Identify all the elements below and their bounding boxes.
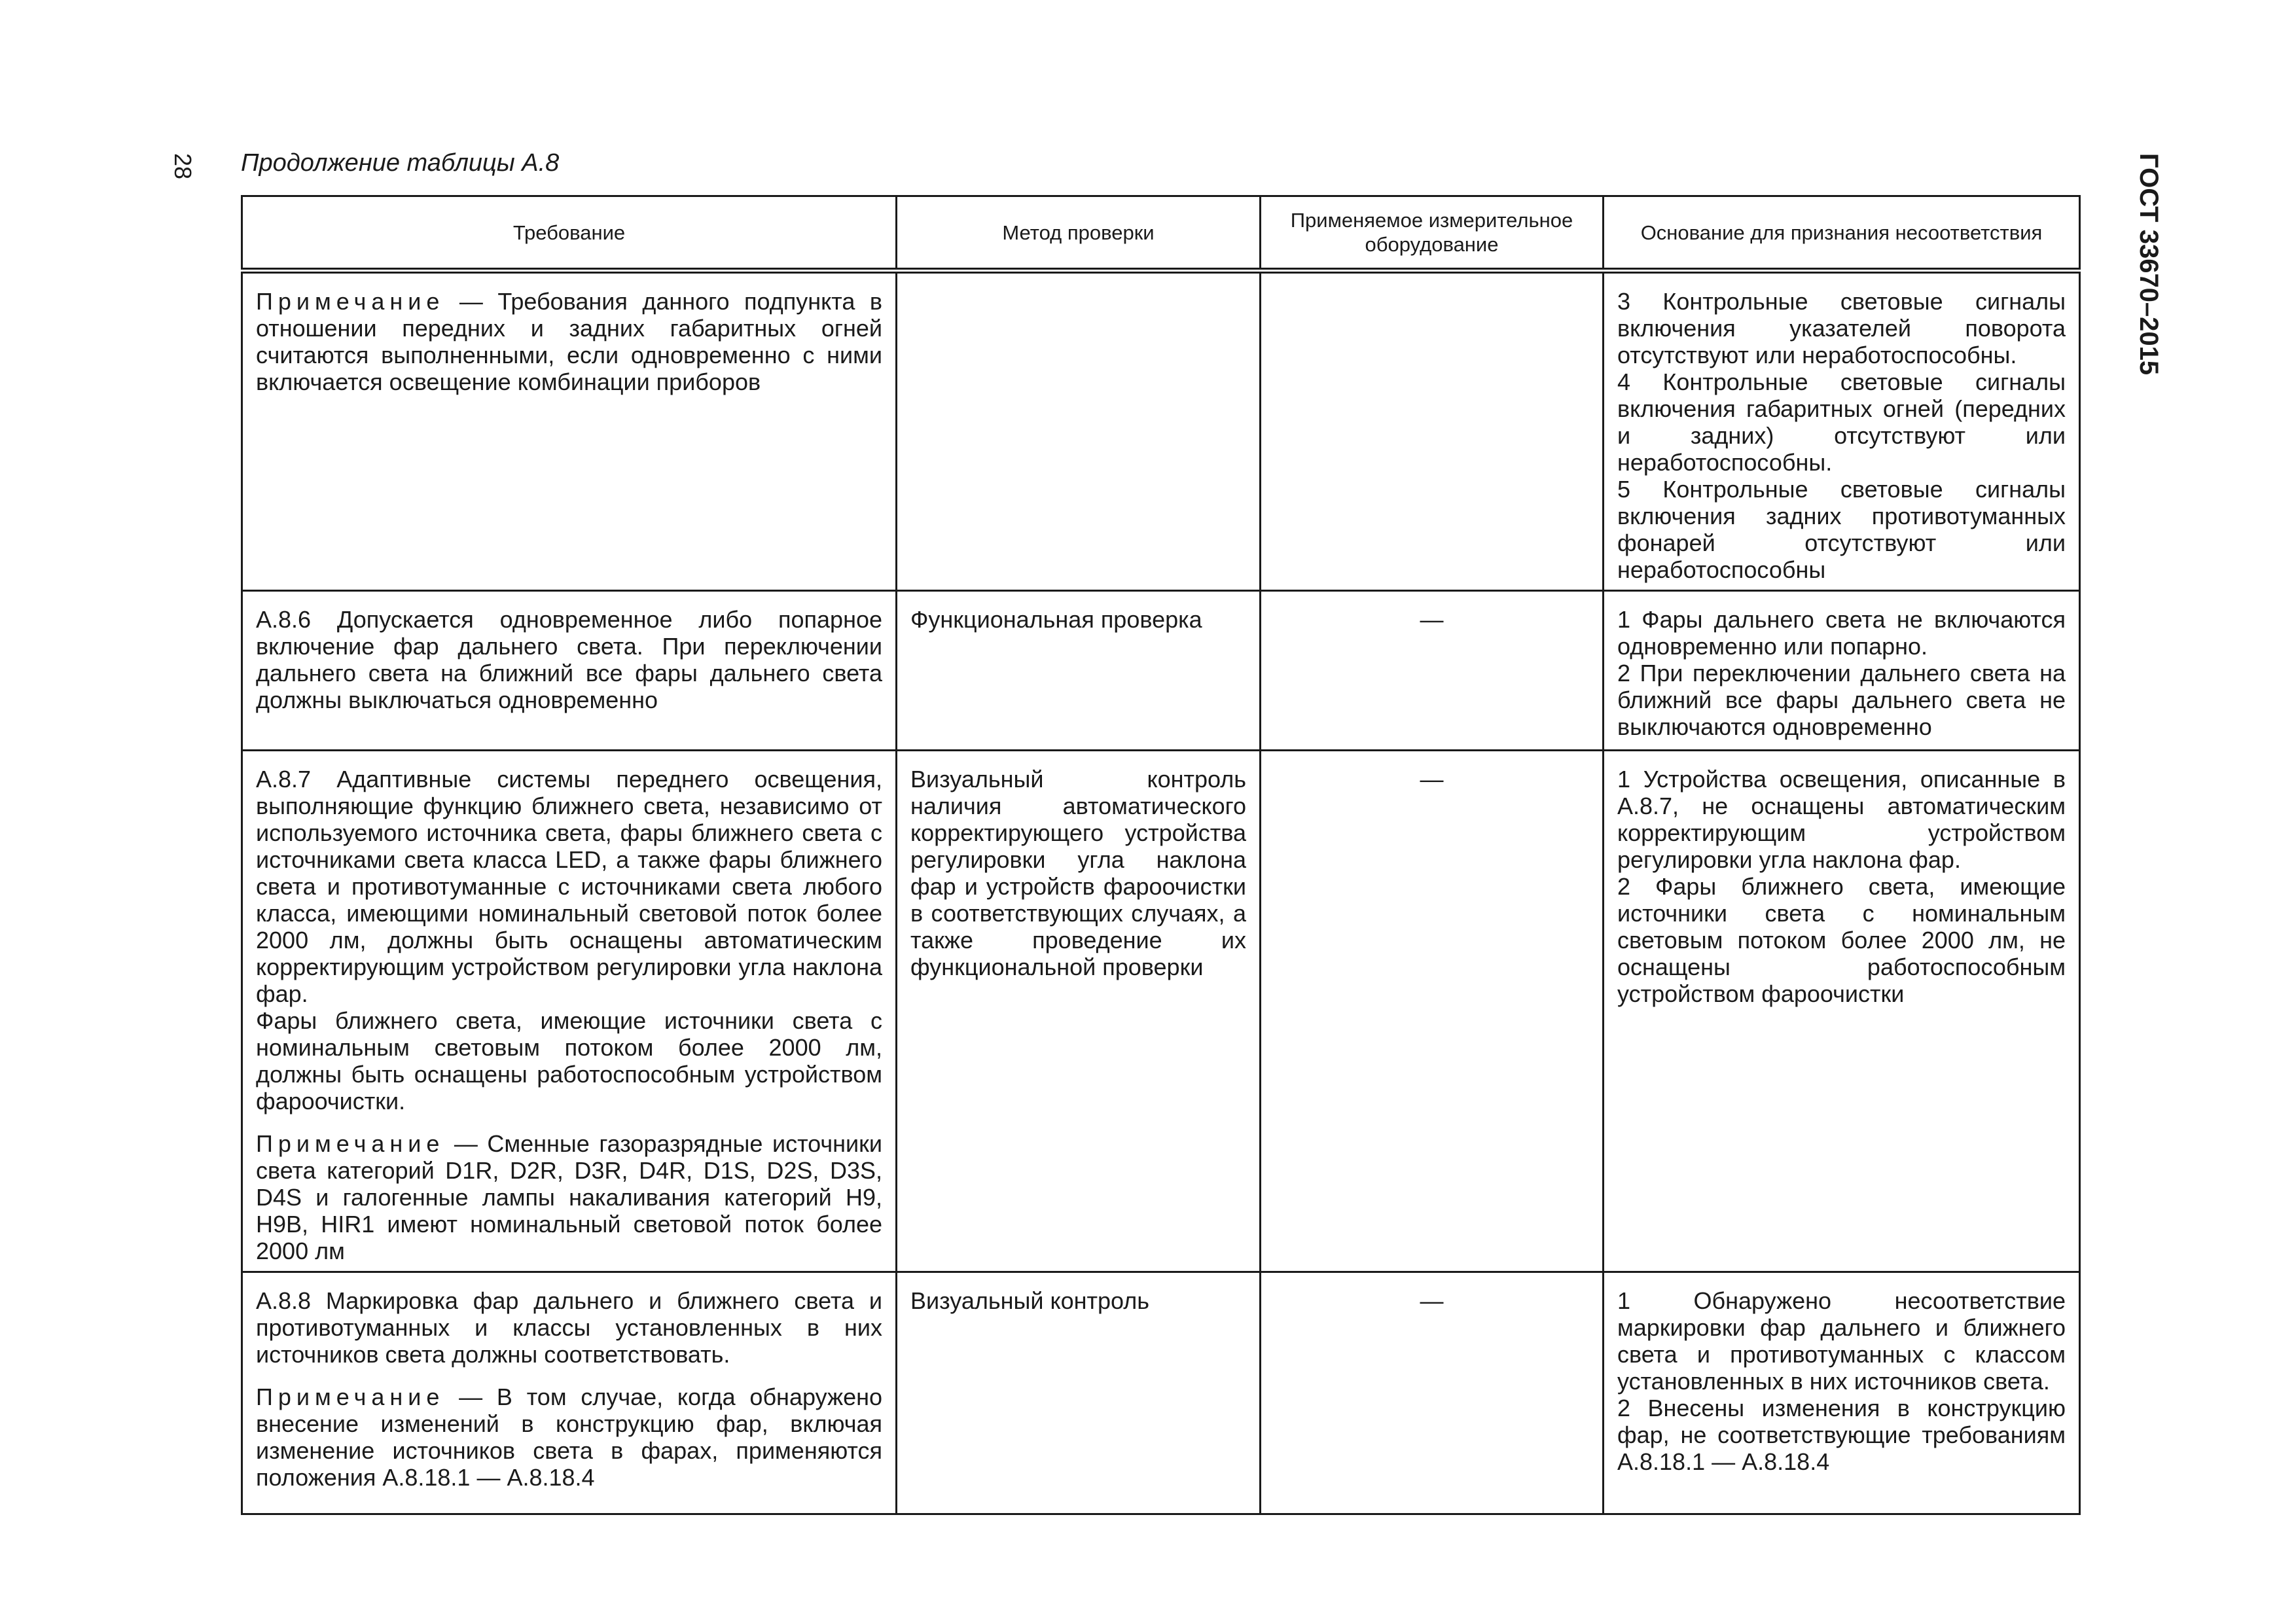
method-cell — [897, 271, 1261, 591]
requirements-table — [241, 195, 2081, 1515]
requirement-note — [256, 288, 882, 395]
grounds-cell — [1604, 271, 2080, 591]
grounds-item: 1 Обнаружено несоответствие маркировки фар дальнего и ближнего света и противотуманных с классом установленных в них источников света. — [1617, 1287, 2066, 1395]
page-number: 28 — [170, 153, 196, 180]
standard-designation: ГОСТ 33670–2015 — [2134, 153, 2163, 376]
requirement-paragraph: А.8.7 Адаптивные системы переднего освещения, выполняющие функцию ближнего света, независимо от используемого источника света, фары ближнего света с источниками света класса LED, а также фары ближнего света и противотуманные с источниками света любого класса, имеющими номинальный световой поток более 2000 лм, должны быть оснащены автоматическим корректирующим устройством регулировки угла наклона фар. — [256, 766, 882, 1007]
grounds-item: 5 Контрольные световые сигналы включения задних противотуманных фонарей отсутствуют или неработоспособны — [1617, 476, 2066, 583]
note-prefix: Примечание — [256, 1130, 445, 1157]
note-text: — Требования данного подпункта в отношении передних и задних габаритных огней считаются выполненными, если одновременно с ними включается освещение комбинации приборов — [256, 288, 882, 395]
header-equipment: Применяемое измерительное оборудование — [1261, 196, 1604, 271]
note-prefix: Примечание — [256, 1383, 445, 1410]
method-cell: Функциональная проверка — [897, 591, 1261, 751]
requirement-cell — [242, 271, 897, 591]
grounds-item: 2 Внесены изменения в конструкцию фар, не соответствующие требованиям А.8.18.1 — А.8.18.4 — [1617, 1395, 2066, 1475]
grounds-item: 1 Фары дальнего света не включаются одновременно или попарно. — [1617, 606, 2066, 660]
grounds-cell — [1604, 591, 2080, 751]
method-cell: Визуальный контроль наличия автоматического корректирующего устройства регулировки угла наклона фар и устройств фароочистки в соответствующих случаях, а также проведение их функциональной проверки — [897, 751, 1261, 1272]
grounds-item: 2 Фары ближнего света, имеющие источники света с номинальным световым потоком более 2000 лм, не оснащены работоспособным устройством фароочистки — [1617, 873, 2066, 1007]
equipment-cell: — — [1261, 1272, 1604, 1514]
requirement-note — [256, 1383, 882, 1491]
table-row — [242, 591, 2080, 751]
header-method: Метод проверки — [897, 196, 1261, 271]
table-row — [242, 751, 2080, 1272]
requirement-paragraph: А.8.6 Допускается одновременное либо попарное включение фар дальнего света. При переключении дальнего света на ближний все фары дальнего света должны выключаться одновременно — [256, 606, 882, 713]
header-requirement: Требование — [242, 196, 897, 271]
grounds-item: 1 Устройства освещения, описанные в А.8.7, не оснащены автоматическим корректирующим устройством регулировки угла наклона фар. — [1617, 766, 2066, 873]
equipment-cell: — — [1261, 751, 1604, 1272]
grounds-item: 3 Контрольные световые сигналы включения указателей поворота отсутствуют или неработоспособны. — [1617, 288, 2066, 368]
requirement-paragraph: А.8.8 Маркировка фар дальнего и ближнего света и противотуманных и классы установленных в них источников света должны соответствовать. — [256, 1287, 882, 1368]
header-grounds: Основание для признания несоответствия — [1604, 196, 2080, 271]
grounds-cell — [1604, 751, 2080, 1272]
requirement-note — [256, 1130, 882, 1264]
requirement-cell — [242, 591, 897, 751]
equipment-cell — [1261, 271, 1604, 591]
note-text: — В том случае, когда обнаружено внесение изменений в конструкцию фар, включая изменение источников света в фарах, применяются положения А.8.18.1 — А.8.18.4 — [256, 1383, 882, 1491]
table-header-row — [242, 196, 2080, 271]
grounds-item: 4 Контрольные световые сигналы включения габаритных огней (передних и задних) отсутствуют или неработоспособны. — [1617, 368, 2066, 476]
requirement-cell — [242, 751, 897, 1272]
requirement-paragraph: Фары ближнего света, имеющие источники света с номинальным световым потоком более 2000 лм, должны быть оснащены работоспособным устройством фароочистки. — [256, 1007, 882, 1115]
equipment-cell: — — [1261, 591, 1604, 751]
grounds-cell — [1604, 1272, 2080, 1514]
requirement-cell — [242, 1272, 897, 1514]
table-row — [242, 271, 2080, 591]
method-cell: Визуальный контроль — [897, 1272, 1261, 1514]
note-prefix: Примечание — [256, 288, 445, 315]
grounds-item: 2 При переключении дальнего света на ближний все фары дальнего света не выключаются одновременно — [1617, 660, 2066, 740]
table-caption: Продолжение таблицы А.8 — [241, 149, 560, 177]
note-text: — Сменные газоразрядные источники света категорий D1R, D2R, D3R, D4R, D1S, D2S, D3S, D4S и галогенные лампы накаливания категорий H9, H9B, HIR1 имеют номинальный световой поток более 2000 лм — [256, 1130, 882, 1264]
table-row — [242, 1272, 2080, 1514]
